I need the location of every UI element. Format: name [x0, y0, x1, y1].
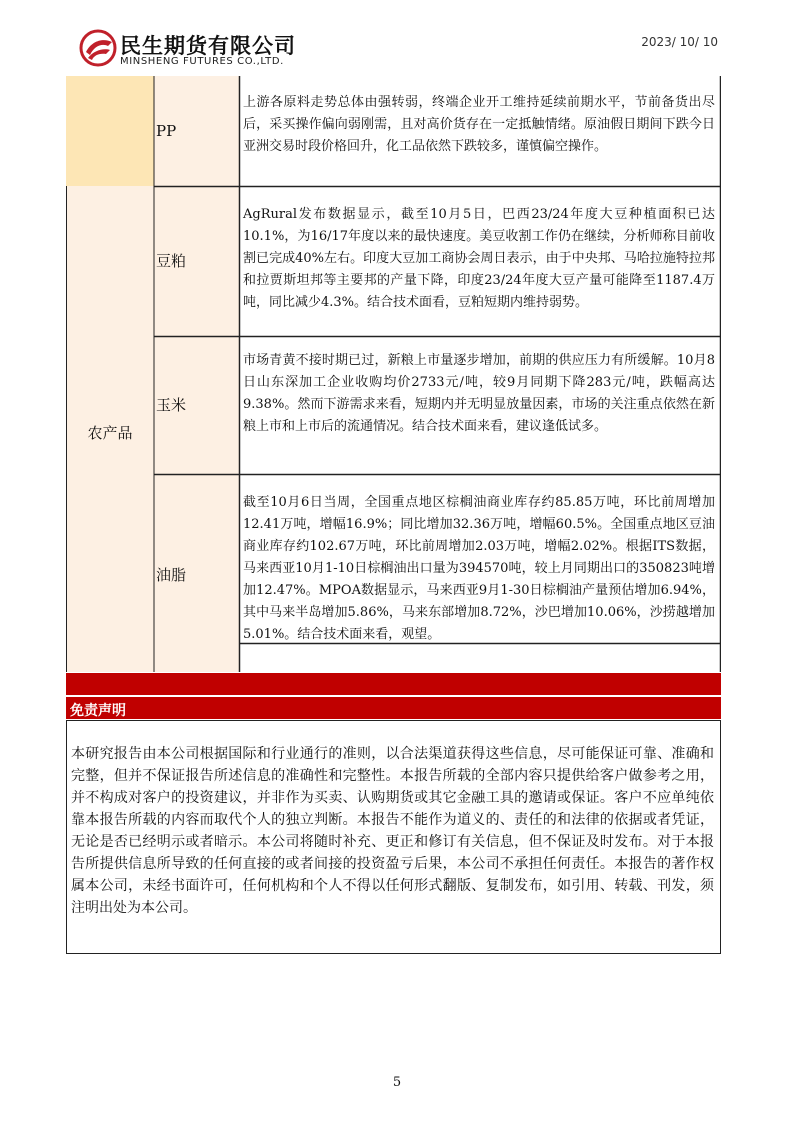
content-text: 上游各原料走势总体由强转弱，终端企业开工维持延续前期水平，节前备货出尽后，采买操作偏向弱刚需，且对高价货存在一定抵触情绪。原油假日期间下跌今日亚洲交易时段价格回升，化工品依然下跌较多，谨慎偏空操作。: [243, 95, 715, 154]
product-label: PP: [156, 122, 177, 140]
content-text: AgRural发布数据显示，截至10月5日，巴西23/24年度大豆种植面积已达10.1%，为16/17年度以来的最快速度。美豆收割工作仍在继续，分析师称目前收割已完成40%左右。印度大豆加工商协会周日表示，由于中央邦、马哈拉施特拉邦和拉贾斯坦邦等主要邦的产量下降，印度23/24年度大豆产量可能降至1187.4万吨，同比减少4.3%。结合技术面看，豆粕短期内维持弱势。: [243, 207, 715, 310]
content-text: 截至10月6日当周，全国重点地区棕榈油商业库存约85.85万吨，环比前周增加12.41万吨，增幅16.9%；同比增加32.36万吨，增幅60.5%。全国重点地区豆油商业库存约102.67万吨，环比前周增加2.03万吨，增幅2.02%。根据ITS数据，马来西亚10月1-10日棕榈油出口量为394570吨，较上月同期出口的350823吨增加12.47%。MPOA数据显示，马来西亚9月1-30日棕榈油产量预估增加6.94%，其中马来半岛增加5.86%，马来东部增加8.72%，沙巴增加10.06%，沙捞越增加5.01%。结合技术面来看，观望。: [243, 495, 715, 642]
minsheng-logo-icon: [78, 28, 118, 68]
table-body: [66, 76, 721, 672]
brand-name-en: MINSHENG FUTURES CO.,LTD.: [120, 56, 284, 67]
product-label: 油脂: [156, 566, 187, 584]
product-label: 玉米: [156, 396, 187, 414]
disclaimer-header: [66, 697, 721, 719]
section-divider-bar: [66, 673, 721, 695]
brand-name-cn: 民生期货有限公司: [120, 34, 296, 58]
table-grid: [66, 76, 721, 673]
product-label: 豆粕: [156, 252, 187, 270]
page-number: 5: [392, 1075, 402, 1090]
disclaimer-title: 免责声明: [70, 703, 126, 719]
disclaimer-text: 本研究报告由本公司根据国际和行业通行的准则，以合法渠道获得这些信息，尽可能保证可靠、准确和完整，但并不保证报告所述信息的准确性和完整性。本报告所载的全部内容只提供给客户做参考之用，并不构成对客户的投资建议，并非作为买卖、认购期货或其它金融工具的邀请或保证。客户不应单纯依靠本报告所载的内容而取代个人的独立判断。本报告不能作为道义的、责任的和法律的依据或者凭证，无论是否已经明示或者暗示。本公司将随时补充、更正和修订有关信息，但不保证及时发布。对于本报告所提供信息所导致的任何直接的或者间接的投资盈亏后果，本公司不承担任何责任。本报告的著作权属本公司，未经书面许可，任何机构和个人不得以任何形式翻版、复制发布，如引用、转载、刊发，须注明出处为本公司。: [71, 746, 714, 916]
disclaimer-box: [66, 720, 721, 954]
report-date: 2023/ 10/ 10: [641, 35, 718, 49]
content-text: 市场青黄不接时期已过，新粮上市量逐步增加，前期的供应压力有所缓解。10月8日山东深加工企业收购均价2733元/吨，较9月同期下降283元/吨，跌幅高达9.38%。然而下游需求来看，短期内并无明显放量因素，市场的关注重点依然在新粮上市和上市后的流通情况。结合技术面来看，建议逢低试多。: [243, 353, 715, 434]
page-header: [0, 0, 794, 80]
category-label: 农产品: [87, 424, 133, 442]
